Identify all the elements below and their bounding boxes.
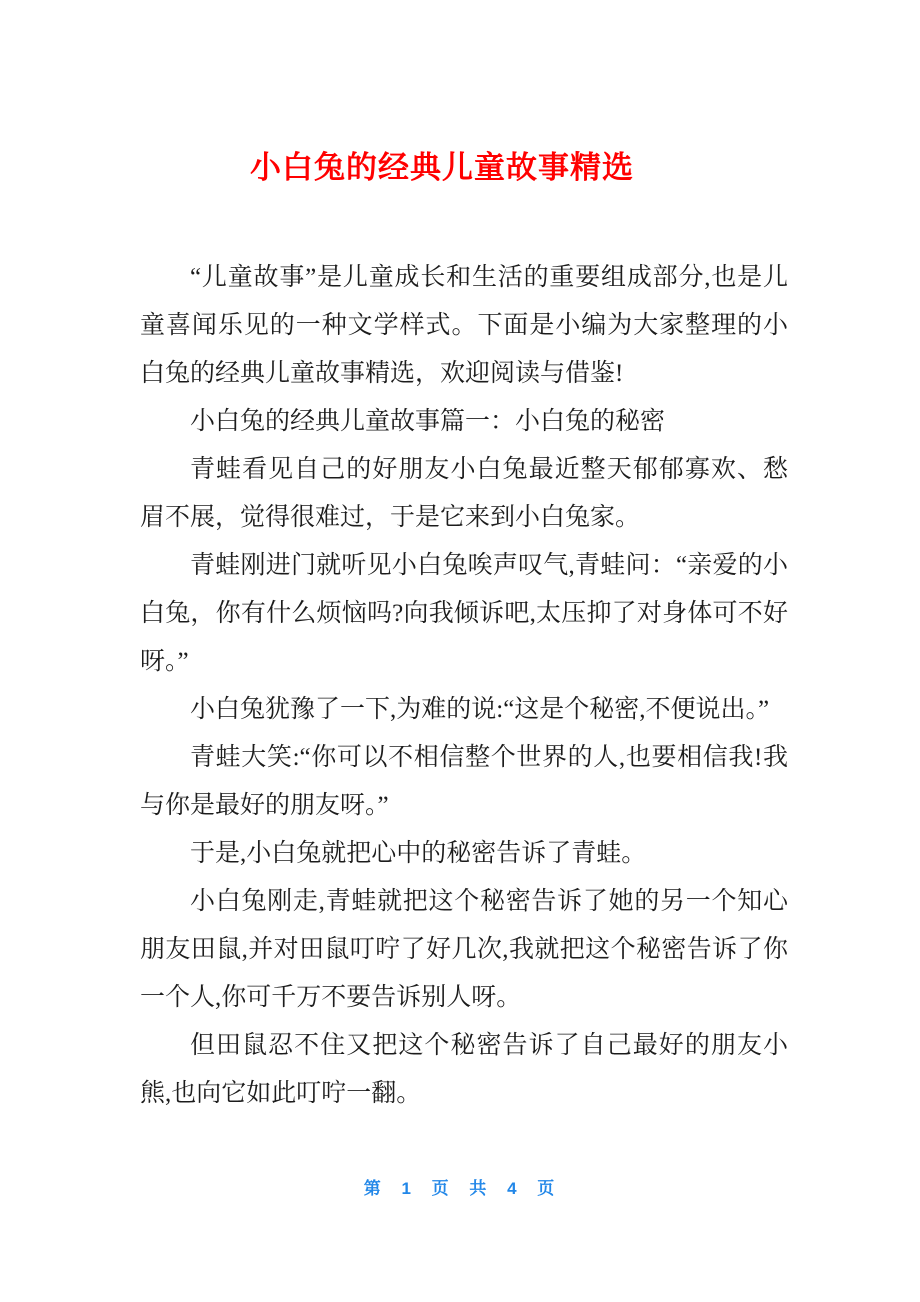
paragraph: 于是,小白兔就把心中的秘密告诉了青蛙。	[190, 840, 647, 867]
paragraph: 青蛙大笑:“你可以不相信整个世界的人,也要相信我!我与你是最好的朋友呀。”	[140, 744, 788, 819]
paragraph: 小白兔刚走,青蛙就把这个秘密告诉了她的另一个知心朋友田鼠,并对田鼠叮咛了好几次,我就把这个秘密告诉了你一个人,你可千万不要告诉别人呀。	[140, 888, 788, 1011]
document-title: 小白兔的经典儿童故事精选	[250, 150, 634, 185]
paragraph: 小白兔犹豫了一下,为难的说:“这是个秘密,不便说出。”	[190, 696, 770, 723]
paragraph: 青蛙看见自己的好朋友小白兔最近整天郁郁寡欢、愁眉不展，觉得很难过，于是它来到小白兔家。	[140, 456, 788, 531]
paragraph: 青蛙刚进门就听见小白兔唉声叹气,青蛙问：“亲爱的小白兔，你有什么烦恼吗?向我倾诉吧,太压抑了对身体可不好呀。”	[140, 552, 788, 675]
page-number-indicator: 第 1 页 共 4 页	[363, 1179, 557, 1198]
paragraph: 但田鼠忍不住又把这个秘密告诉了自己最好的朋友小熊,也向它如此叮咛一翻。	[140, 1032, 788, 1107]
paragraph-heading: 小白兔的经典儿童故事篇一：小白兔的秘密	[190, 408, 666, 435]
document-body	[140, 254, 788, 1118]
paragraph-intro: “儿童故事”是儿童成长和生活的重要组成部分,也是儿童喜闻乐见的一种文学样式。下面是小编为大家整理的小白兔的经典儿童故事精选，欢迎阅读与借鉴!	[140, 264, 788, 387]
